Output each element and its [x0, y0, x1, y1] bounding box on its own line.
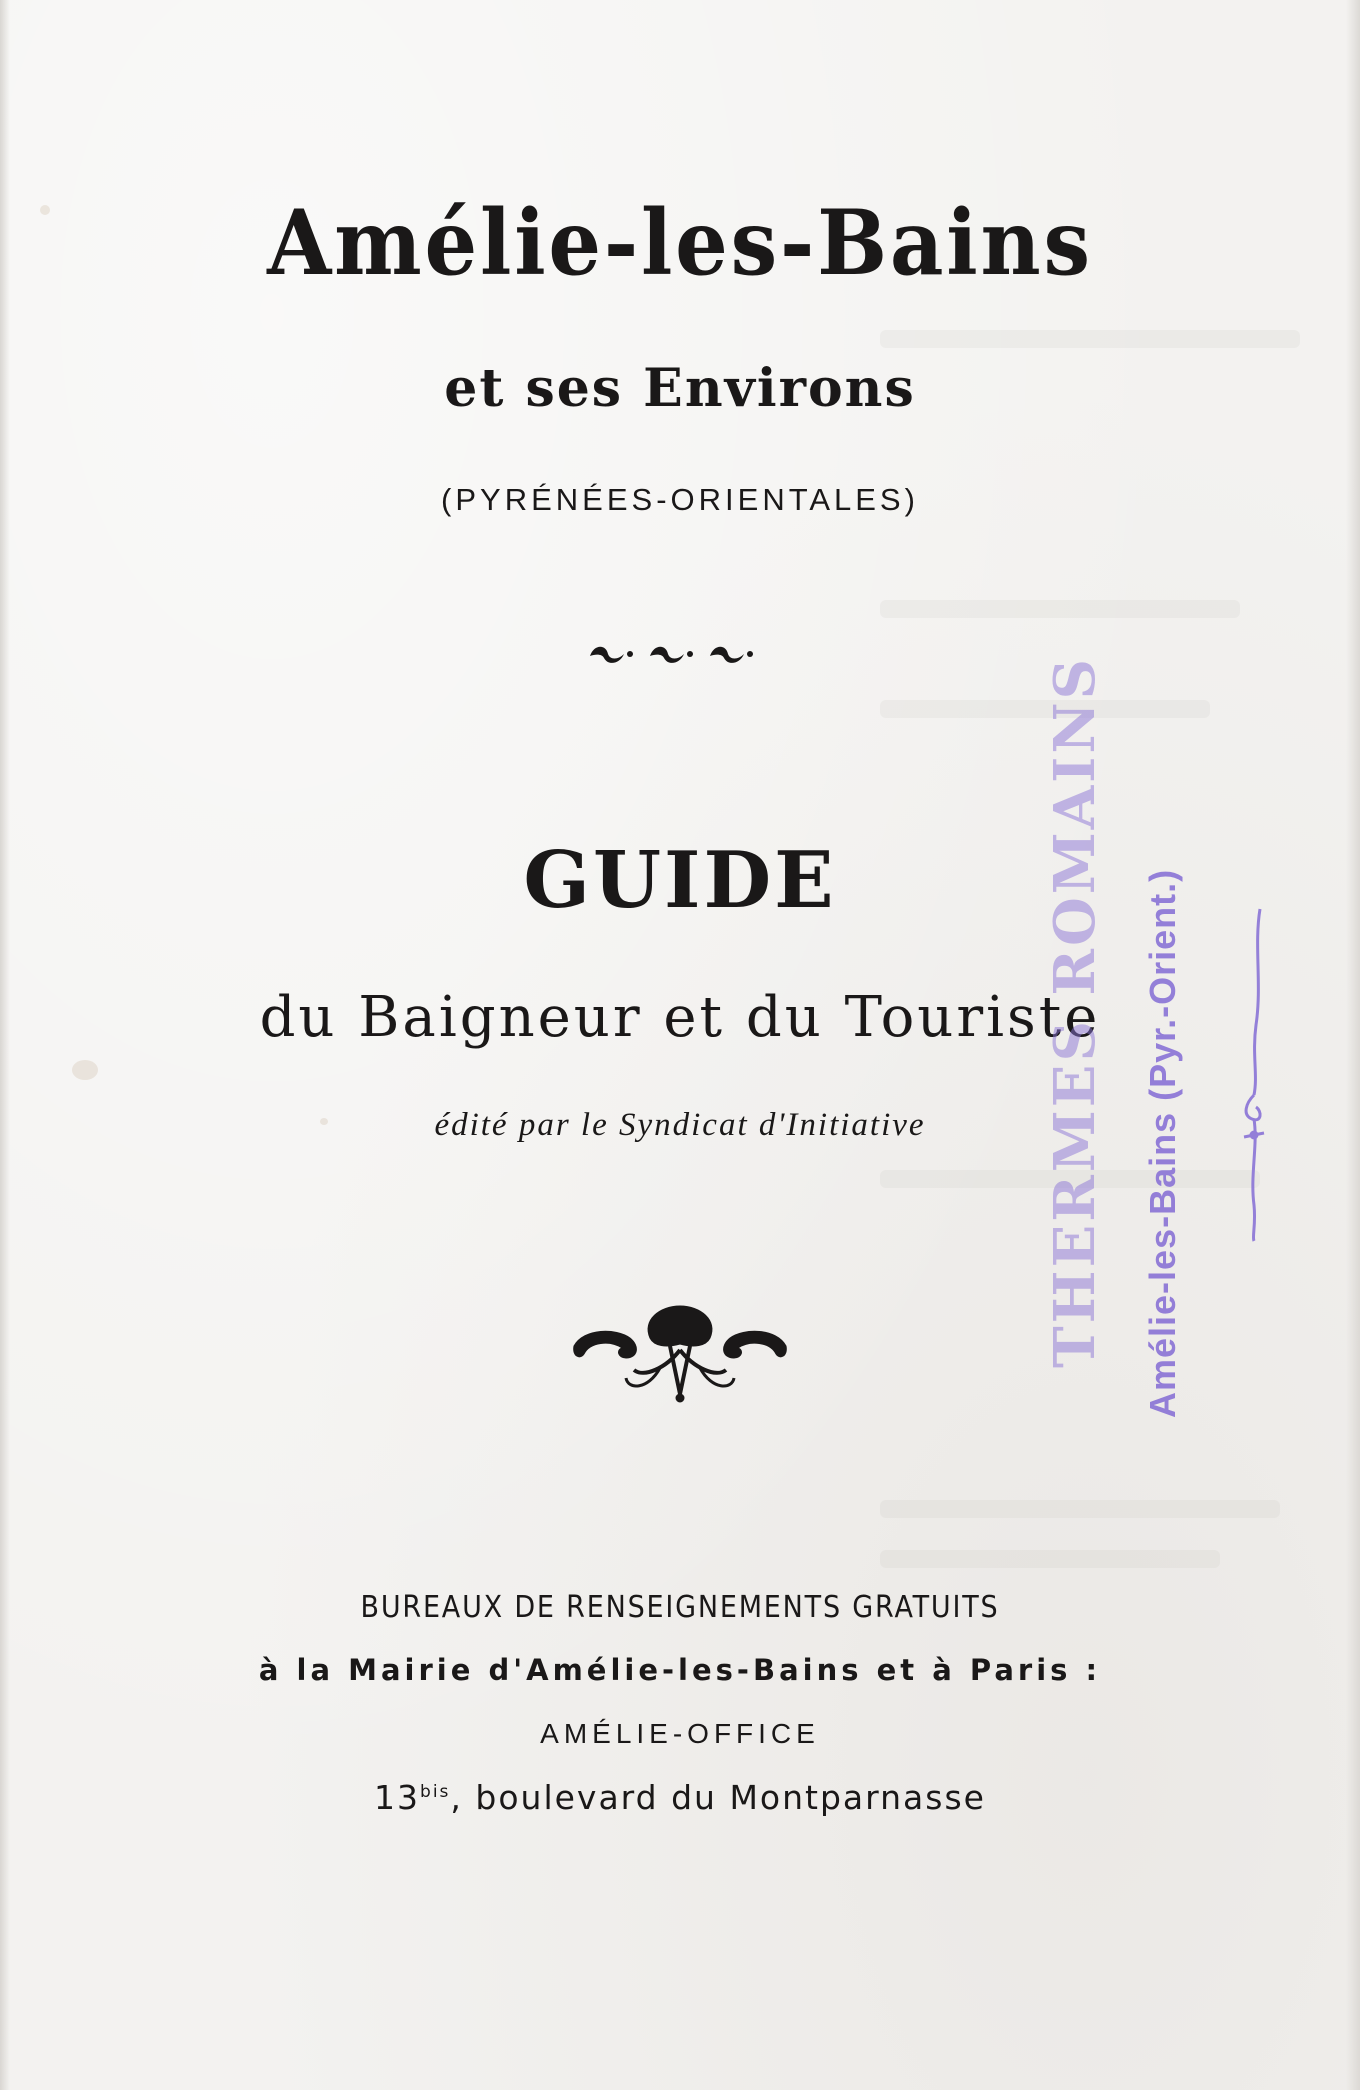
- stamp-thermes-romains: THERMES ROMAINS: [1042, 656, 1108, 1368]
- address-number: 13: [374, 1778, 421, 1817]
- bleed-through-mark: [880, 1550, 1220, 1568]
- bleed-through-mark: [880, 600, 1240, 618]
- bleed-through-mark: [880, 1500, 1280, 1518]
- bureaux-line: BUREAUX DE RENSEIGNEMENTS GRATUITS: [360, 1590, 1000, 1625]
- guide-heading: GUIDE: [523, 835, 837, 926]
- age-stain: [72, 1060, 98, 1080]
- stamp-amelie-les-bains: Amélie-les-Bains (Pyr.-Orient.): [1142, 868, 1183, 1418]
- office-name: AMÉLIE-OFFICE: [540, 1718, 820, 1749]
- stamp-flourish-icon: [1232, 905, 1272, 1245]
- bleed-through-mark: [880, 330, 1300, 348]
- address-street: , boulevard du Montparnasse: [450, 1778, 986, 1817]
- region-label: (PYRÉNÉES-ORIENTALES): [441, 482, 919, 517]
- age-stain: [40, 205, 50, 215]
- document-subtitle: et ses Environs: [444, 358, 916, 419]
- fleuron-ornament-icon: [580, 638, 770, 670]
- document-title: Amélie-les-Bains: [267, 190, 1093, 296]
- address-line: [0, 1778, 1360, 1817]
- address-superscript: bis: [420, 1782, 451, 1802]
- floral-ornament-icon: [570, 1298, 790, 1408]
- mairie-line: à la Mairie d'Amélie-les-Bains et à Paris :: [258, 1653, 1102, 1687]
- publisher-line: édité par le Syndicat d'Initiative: [434, 1107, 926, 1143]
- guide-subheading: du Baigneur et du Touriste: [259, 985, 1101, 1050]
